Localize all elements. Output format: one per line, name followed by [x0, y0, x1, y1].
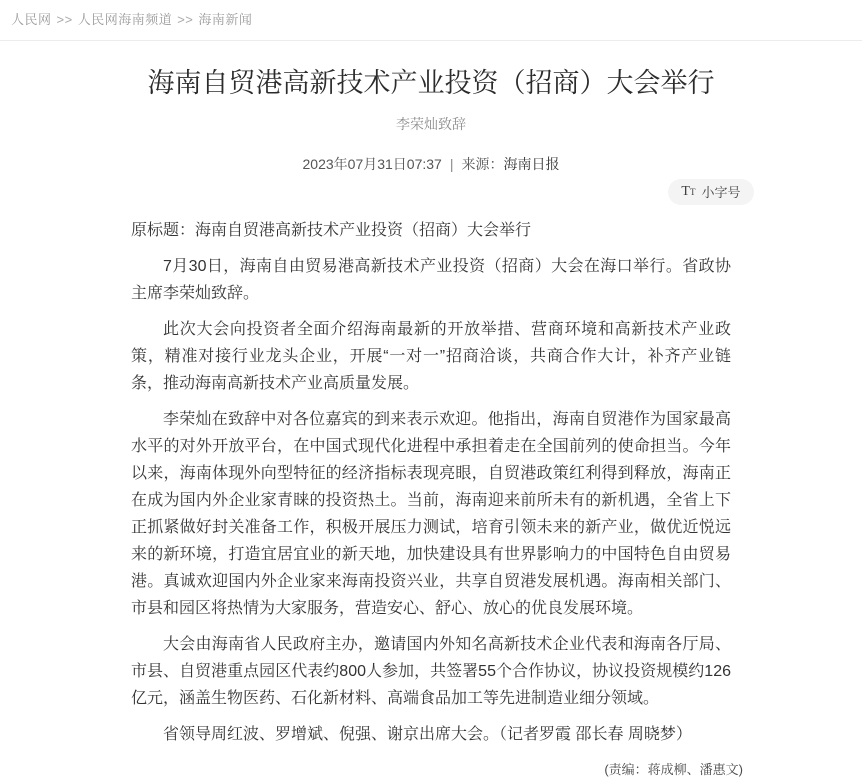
- article-paragraph: 李荣灿在致辞中对各位嘉宾的到来表示欢迎。他指出，海南自贸港作为国家最高水平的对外开放平台，在中国式现代化进程中承担着走在全国前列的使命担当。今年以来，海南体现外向型特征的经济指标表现亮眼，自贸港政策红利得到释放，海南正在成为国内外企业家青睐的投资热土。当前，海南迎来前所未有的新机遇，全省上下正抓紧做好封关准备工作，积极开展压力测试，培育引领未来的新产业，做优近悦远来的新环境，打造宜居宜业的新天地，加快建设具有世界影响力的中国特色自由贸易港。真诚欢迎国内外企业家来海南投资兴业，共享自贸港发展机遇。海南相关部门、市县和园区将热情为大家服务，营造安心、舒心、放心的优良发展环境。: [131, 411, 731, 618]
- breadcrumb-link-hainan-channel[interactable]: 人民网海南频道: [77, 12, 173, 27]
- font-size-label: 小字号: [701, 184, 741, 200]
- article-body: [131, 253, 731, 748]
- article-meta: [0, 154, 862, 174]
- article-paragraph: 7月30日，海南自由贸易港高新技术产业投资（招商）大会在海口举行。省政协主席李荣灿致辞。: [131, 258, 731, 303]
- font-size-icon: [681, 183, 695, 201]
- breadcrumb-separator: >>: [177, 12, 194, 27]
- font-size-icon-small-t: T: [689, 187, 696, 198]
- meta-separator: |: [449, 156, 454, 173]
- article-paragraph: 省领导周红波、罗增斌、倪强、谢京出席大会。（记者罗霞 邵长春 周晓梦）: [163, 726, 692, 744]
- source-link[interactable]: 海南日报: [503, 156, 560, 173]
- publish-datetime: 2023年07月31日07:37: [302, 156, 442, 173]
- article-content: [131, 217, 743, 783]
- breadcrumb-link-peoples-daily[interactable]: 人民网: [11, 12, 52, 27]
- article-toolbar: [109, 179, 754, 205]
- original-title-note: 原标题：海南自贸港高新技术产业投资（招商）大会举行: [131, 222, 532, 240]
- breadcrumb-link-hainan-news[interactable]: 海南新闻: [198, 12, 253, 27]
- font-size-button[interactable]: [668, 179, 753, 205]
- breadcrumb-separator: >>: [56, 12, 73, 27]
- page-title: 海南自贸港高新技术产业投资（招商）大会举行: [147, 68, 715, 98]
- article-subtitle: 李荣灿致辞: [396, 116, 466, 133]
- source-label: 来源：: [461, 156, 504, 173]
- article-paragraph: 此次大会向投资者全面介绍海南最新的开放举措、营商环境和高新技术产业政策，精准对接行业龙头企业，开展“一对一”招商洽谈，共商合作大计，补齐产业链条，推动海南高新技术产业高质量发展。: [131, 321, 731, 393]
- editor-note: (责编：蒋成柳、潘惠文): [604, 762, 743, 778]
- font-size-icon-large-t: T: [681, 184, 690, 200]
- breadcrumb: [0, 0, 862, 41]
- article-paragraph: 大会由海南省人民政府主办，邀请国内外知名高新技术企业代表和海南各厅局、市县、自贸港重点园区代表约800人参加，共签署55个合作协议，协议投资规模约126亿元，涵盖生物医药、石化新材料、高端食品加工等先进制造业细分领域。: [131, 636, 731, 708]
